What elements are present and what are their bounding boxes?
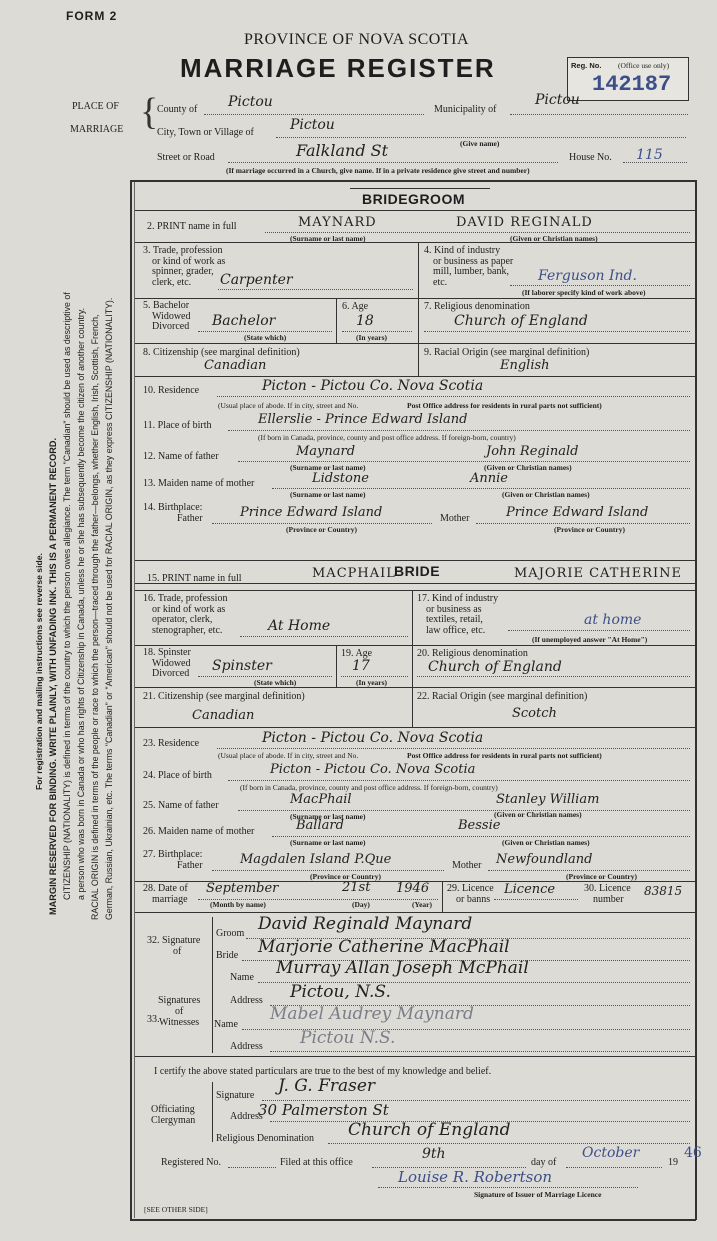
- f4-caption: (If laborer specify kind of work above): [522, 288, 646, 297]
- f14-mother-label: Mother: [440, 513, 470, 524]
- filed-year: 46: [684, 1145, 702, 1161]
- wit-l3: Witnesses: [159, 1017, 200, 1028]
- street-label: Street or Road: [157, 152, 215, 163]
- f4-l1: 4. Kind of industry: [424, 245, 501, 256]
- reg-no-field-label: Registered No.: [161, 1157, 221, 1168]
- day-caption: (Day): [352, 900, 370, 909]
- f11-caption: (If born in Canada, province, county and post office address. If foreign-born, country): [258, 433, 516, 442]
- groom-status: Bachelor: [212, 313, 276, 329]
- bride-heading: BRIDE: [394, 563, 441, 579]
- municipality-label: Municipality of: [434, 104, 497, 115]
- clergy-signature: J. G. Fraser: [278, 1076, 376, 1096]
- reg-number: 142187: [592, 72, 672, 97]
- f4-l3: mill, lumber, bank,: [433, 266, 509, 277]
- age-caption: (In years): [356, 333, 388, 342]
- w1-address-label: Address: [230, 995, 263, 1006]
- f2-label: [147, 221, 237, 232]
- f17-label: [417, 594, 498, 636]
- bride-religion: Church of England: [428, 659, 562, 675]
- groom-origin: English: [500, 358, 550, 373]
- filed-label: Filed at this office: [280, 1157, 353, 1168]
- groom-given: DAVID REGINALD: [456, 215, 593, 230]
- off-l2: Clergyman: [151, 1115, 196, 1126]
- f5-l2: Widowed: [152, 310, 191, 322]
- f5-l3: Divorced: [152, 321, 190, 332]
- groom-trade: Carpenter: [220, 272, 293, 288]
- f30-l1: 30. Licence: [584, 883, 631, 894]
- f18-l3: Divorced: [152, 668, 190, 679]
- f22-label: 22. Racial Origin (see marginal definition): [417, 691, 588, 702]
- f4-label: [424, 246, 513, 288]
- groom-signature: David Reginald Maynard: [258, 914, 473, 934]
- state-which-caption: (State which): [244, 333, 287, 342]
- place-brace: {: [140, 91, 159, 133]
- bride-mother-birth: Newfoundland: [496, 852, 593, 867]
- f7-label: 7. Religious denomination: [424, 301, 530, 312]
- f28-label: [143, 883, 188, 905]
- f23-label: 23. Residence: [143, 738, 200, 749]
- year-caption: (Year): [412, 900, 432, 909]
- clergy-sig-label: Signature: [216, 1090, 255, 1101]
- f14-prov-caption-1: (Province or Country): [286, 525, 357, 534]
- wit-l1: Signatures: [158, 995, 201, 1006]
- groom-father-birth: Prince Edward Island: [240, 505, 383, 520]
- bridegroom-heading: BRIDEGROOM: [362, 191, 465, 207]
- off-l1: Officiating: [151, 1104, 195, 1115]
- f3-l3: spinner, grader,: [152, 266, 214, 277]
- f28-l2: marriage: [152, 894, 188, 905]
- place-of-label: PLACE OF: [72, 101, 119, 112]
- marriage-label: MARRIAGE: [70, 124, 124, 135]
- f12-label: 12. Name of father: [143, 451, 219, 462]
- f16-l3: operator, clerk,: [152, 614, 213, 625]
- filed-year-prefix: 19: [668, 1157, 678, 1168]
- f17-l1: 17. Kind of industry: [417, 593, 499, 604]
- issuer-signature: Louise R. Robertson: [398, 1168, 553, 1186]
- issuer-caption: Signature of Issuer of Marriage Licence: [474, 1190, 602, 1199]
- f12-surname-caption: (Surname or last name): [290, 463, 366, 472]
- day-of-label: day of: [531, 1157, 557, 1168]
- place-note: (If marriage occurred in a Church, give name. If in a private residence give street and number): [226, 166, 530, 175]
- groom-residence: Picton - Pictou Co. Nova Scotia: [262, 378, 484, 394]
- f23-caption2: Post Office address for residents in rural parts not sufficient): [407, 751, 602, 760]
- bride-father-surname: MacPhail: [290, 792, 352, 807]
- f26-label: 26. Maiden name of mother: [143, 826, 255, 837]
- filed-month: October: [582, 1145, 640, 1161]
- bride-mother-given: Bessie: [458, 818, 501, 833]
- groom-industry: Ferguson Ind.: [538, 268, 637, 284]
- wit-l2: of: [174, 1006, 184, 1017]
- licence-or-banns: Licence: [504, 882, 556, 897]
- f24-caption: (If born in Canada, province, county and post office address. If foreign-born, country): [240, 783, 498, 792]
- f25-surname-caption: (Surname or last name): [290, 812, 366, 821]
- f11-label: 11. Place of birth: [143, 420, 212, 431]
- f3-label: [143, 246, 225, 288]
- w1-name: Murray Allan Joseph McPhail: [276, 958, 529, 978]
- officiating-label: [151, 1104, 195, 1126]
- bride-age-caption: (In years): [356, 678, 388, 687]
- city-value: Pictou: [290, 117, 335, 133]
- f14-father-label: Father: [177, 513, 203, 524]
- f5-l1: 5. Bachelor: [143, 300, 190, 311]
- f12-given-caption: (Given or Christian names): [484, 463, 572, 472]
- f33-label: 33.: [147, 1014, 160, 1025]
- f15-label-text: 15. PRINT name in full: [147, 573, 242, 584]
- bride-origin: Scotch: [512, 706, 557, 721]
- groom-mother-surname: Lidstone: [312, 471, 369, 486]
- f10-caption2: Post Office address for residents in rural parts not sufficient): [407, 401, 602, 410]
- surname-caption: (Surname or last name): [290, 234, 366, 243]
- f29-l1: 29. Licence: [447, 883, 494, 894]
- f27-prov-caption-2: (Province or Country): [566, 872, 637, 881]
- certify-text: I certify the above stated particulars are true to the best of my knowledge and belief.: [154, 1066, 492, 1077]
- f32-l2: of: [173, 946, 182, 957]
- street-value: Falkland St: [296, 141, 389, 160]
- bride-citizenship: Canadian: [192, 708, 255, 723]
- f5-label: [143, 301, 190, 333]
- bride-surname: MACPHAIL: [312, 566, 396, 581]
- sidebar-citizenship-2: a person who was born in Canada or who has rights of Citizenship in Canada, unless he or she has subsequently become the citizen of another country.: [76, 307, 86, 900]
- sidebar-citizenship-1: CITIZENSHIP (NATIONALITY) is defined in terms of the country to which the person owes allegiance. The term "Canadian" should be used as descriptive of: [62, 292, 72, 900]
- f16-l4: stenographer, etc.: [152, 624, 223, 636]
- municipality-value: Pictou: [535, 92, 580, 108]
- bride-signature: Marjorie Catherine MacPhail: [258, 937, 510, 957]
- county-label: County of: [157, 104, 198, 115]
- house-label: House No.: [569, 152, 612, 163]
- w2-name: Mabel Audrey Maynard: [270, 1004, 474, 1024]
- bride-father-given: Stanley William: [496, 792, 600, 807]
- clergy-address: 30 Palmerston St: [258, 1101, 389, 1119]
- f3-l1: 3. Trade, profession: [143, 245, 223, 256]
- groom-surname: MAYNARD: [298, 215, 377, 230]
- f18-label: [143, 648, 191, 680]
- page-title: MARRIAGE REGISTER: [180, 53, 496, 83]
- f2-label-text: 2. PRINT name in full: [147, 221, 237, 232]
- bride-trade: At Home: [268, 618, 331, 634]
- f30-l2: number: [593, 894, 624, 905]
- groom-age: 18: [356, 313, 374, 329]
- groom-birthplace: Ellerslie - Prince Edward Island: [258, 412, 468, 427]
- f3-l2: or kind of work as: [152, 255, 226, 267]
- bride-given: MAJORIE CATHERINE: [514, 566, 683, 581]
- marriage-day: 21st: [342, 880, 371, 895]
- f32-l1: 32. Signature: [147, 935, 201, 946]
- f9-label: 9. Racial Origin (see marginal definition): [424, 347, 590, 358]
- bride-father-birth: Magdalen Island P.Que: [240, 852, 392, 867]
- f13-surname-caption: (Surname or last name): [290, 490, 366, 499]
- f27-prov-caption-1: (Province or Country): [310, 872, 381, 881]
- f17-l2: or business as: [426, 603, 482, 615]
- f16-l2: or kind of work as: [152, 603, 226, 615]
- f24-label: 24. Place of birth: [143, 770, 212, 781]
- f30-label: [584, 883, 631, 905]
- f26-surname-caption: (Surname or last name): [290, 838, 366, 847]
- f25-given-caption: (Given or Christian names): [494, 810, 582, 819]
- w1-name-label: Name: [230, 972, 254, 983]
- f18-l2: Widowed: [152, 657, 191, 669]
- licence-number: 83815: [644, 884, 683, 898]
- f26-given-caption: (Given or Christian names): [502, 838, 590, 847]
- marriage-month: September: [206, 881, 279, 896]
- clergy-addr-label: Address: [230, 1111, 263, 1122]
- f27-label: 27. Birthplace:: [143, 849, 203, 860]
- f14-label: 14. Birthplace:: [143, 502, 203, 513]
- bride-birthplace: Picton - Pictou Co. Nova Scotia: [270, 762, 476, 777]
- f32-label: [147, 935, 200, 957]
- sidebar-binding-note: MARGIN RESERVED FOR BINDING. WRITE PLAINLY, WITH UNFADING INK. THIS IS A PERMANENT RECORD.: [48, 437, 58, 915]
- city-label: City, Town or Village of: [157, 127, 254, 138]
- groom-mother-birth: Prince Edward Island: [506, 505, 649, 520]
- bride-mother-surname: Ballard: [296, 818, 344, 833]
- f10-label: 10. Residence: [143, 385, 200, 396]
- f16-l1: 16. Trade, profession: [143, 593, 228, 604]
- f13-label: 13. Maiden name of mother: [143, 478, 255, 489]
- f16-label: [143, 594, 227, 636]
- bride-industry: at home: [584, 612, 642, 628]
- sidebar-instructions: For registration and mailing instructions see reverse side.: [34, 553, 44, 790]
- groom-religion: Church of England: [454, 313, 588, 329]
- groom-father-given: John Reginald: [486, 444, 579, 459]
- f23-caption: (Usual place of abode. If in city, street and No.: [218, 751, 359, 760]
- given-caption: (Given or Christian names): [510, 234, 598, 243]
- f3-l4: clerk, etc.: [152, 276, 192, 288]
- clergy-rel-label: Religious Denomination: [216, 1133, 315, 1144]
- filed-day: 9th: [422, 1146, 446, 1162]
- reg-no-label: Reg. No.: [571, 61, 602, 70]
- f14-prov-caption-2: (Province or Country): [554, 525, 625, 534]
- sidebar-racial-2: German, Russian, Ukrainian, etc. The terms "Canadian" or "American" should not be used for RACIAL ORIGIN, as they express CITIZENSHIP (NATIONALITY).: [104, 297, 114, 920]
- give-name-caption: (Give name): [460, 139, 500, 148]
- f27-father-label: Father: [177, 860, 203, 871]
- f19-label: 19. Age: [341, 648, 373, 659]
- f18-l1: 18. Spinster: [143, 647, 191, 658]
- bride-status: Spinster: [212, 658, 272, 674]
- f17-caption: (If unemployed answer "At Home"): [532, 635, 648, 644]
- w2-name-label: Name: [214, 1019, 238, 1030]
- f25-label: 25. Name of father: [143, 800, 219, 811]
- f29-l2: or banns: [456, 894, 491, 905]
- groom-citizenship: Canadian: [204, 358, 267, 373]
- witnesses-label: [158, 995, 200, 1028]
- w2-address-label: Address: [230, 1041, 263, 1052]
- bride-residence: Picton - Pictou Co. Nova Scotia: [262, 730, 484, 746]
- house-value: 115: [636, 147, 663, 163]
- f17-l4: law office, etc.: [426, 624, 486, 636]
- f20-label: 20. Religious denomination: [417, 648, 528, 659]
- f13-given-caption: (Given or Christian names): [502, 490, 590, 499]
- county-value: Pictou: [228, 94, 273, 110]
- w2-address: Pictou N.S.: [300, 1028, 396, 1048]
- f17-l3: textiles, retail,: [426, 614, 483, 625]
- marriage-year: 1946: [396, 881, 430, 896]
- groom-sig-label: Groom: [216, 928, 245, 939]
- f4-l2: or business as paper: [433, 255, 514, 267]
- f4-l4: etc.: [433, 276, 448, 288]
- see-other-side: [SEE OTHER SIDE]: [144, 1205, 208, 1214]
- reg-number-box: [567, 57, 689, 101]
- f27-mother-label: Mother: [452, 860, 482, 871]
- province-heading: PROVINCE OF NOVA SCOTIA: [244, 31, 470, 48]
- f8-label: 8. Citizenship (see marginal definition): [143, 347, 300, 358]
- clergy-religion: Church of England: [348, 1120, 511, 1140]
- f21-label: 21. Citizenship (see marginal definition): [143, 691, 305, 702]
- month-caption: (Month by name): [210, 900, 266, 909]
- sidebar-racial-1: RACIAL ORIGIN is defined in terms of the people or race to which the person—traced through the father—belongs, whether English, Irish, Scottish, French,: [90, 314, 100, 920]
- f28-l1: 28. Date of: [143, 883, 188, 894]
- groom-mother-given: Annie: [470, 471, 508, 486]
- groom-father-surname: Maynard: [296, 444, 356, 459]
- f6-label: 6. Age: [342, 301, 369, 312]
- bride-sig-label: Bride: [216, 950, 239, 961]
- f15-label: [147, 573, 242, 584]
- form-label: FORM 2: [66, 9, 118, 23]
- reg-office-note: (Office use only): [618, 61, 670, 70]
- w1-address: Pictou, N.S.: [290, 982, 391, 1002]
- bride-state-which: (State which): [254, 678, 297, 687]
- f29-label: [447, 883, 494, 905]
- f10-caption: (Usual place of abode. If in city, street and No.: [218, 401, 359, 410]
- bride-age: 17: [352, 658, 370, 674]
